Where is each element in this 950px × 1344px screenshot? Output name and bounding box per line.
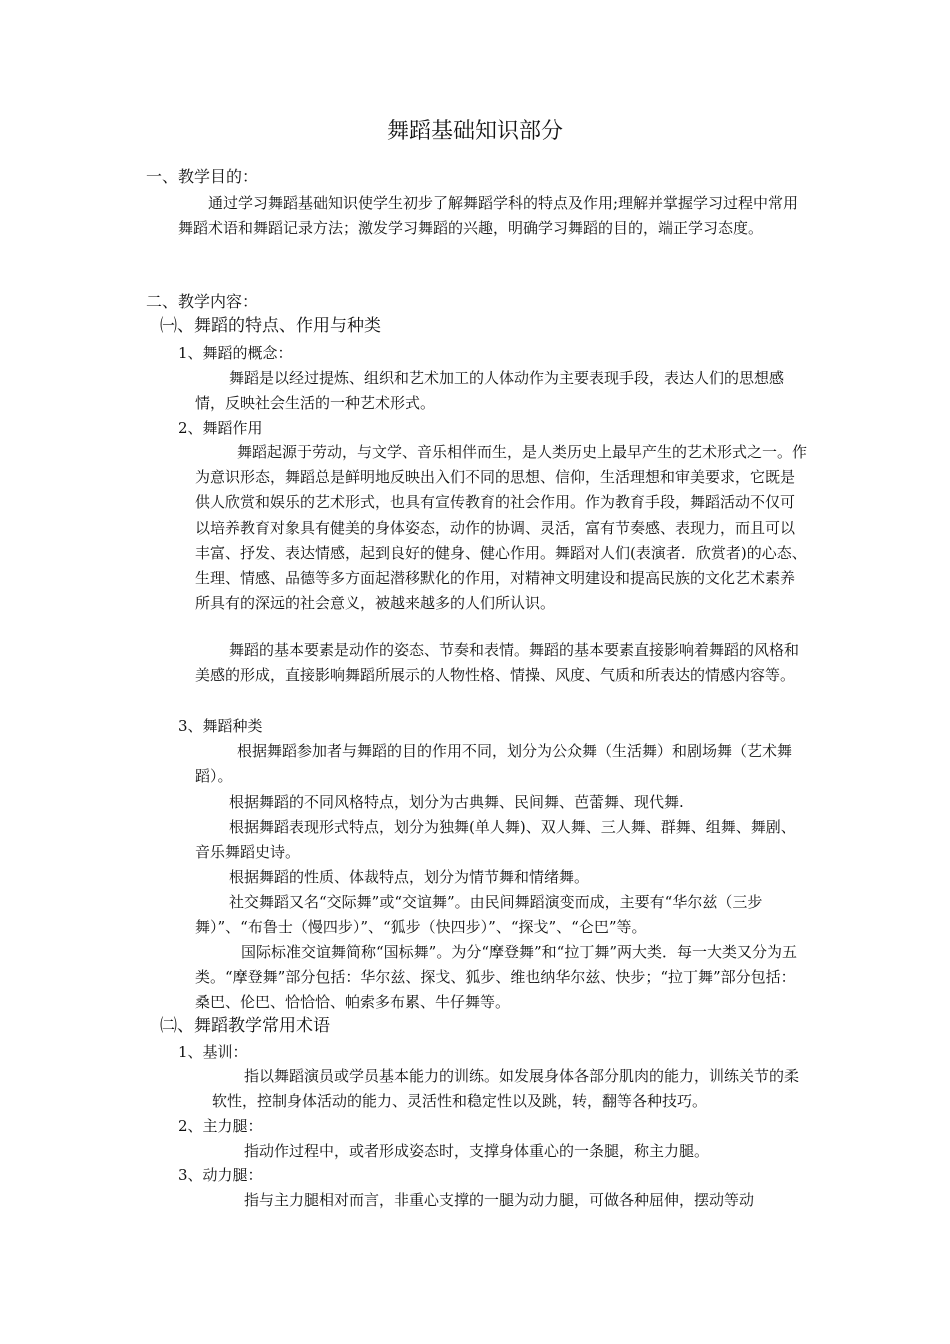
item-3-paragraph-2: 根据舞蹈的不同风格特点，划分为古典舞、民间舞、芭蕾舞、现代舞. xyxy=(229,793,684,811)
item-2-heading: 2、舞蹈作用 xyxy=(178,419,263,437)
section-1-paragraph: 通过学习舞蹈基础知识使学生初步了解舞蹈学科的特点及作用;理解并掌握学习过程中常用舞蹈术语和舞蹈记录方法；激发学习舞蹈的兴趣，明确学习舞蹈的目的，端正学习态度。 xyxy=(178,194,799,238)
item-2-paragraph-2: 舞蹈的基本要素是动作的姿态、节奏和表情。舞蹈的基本要素直接影响着舞蹈的风格和美感的形成，直接影响舞蹈所展示的人物性格、情操、风度、气质和所表达的情感内容等。 xyxy=(195,641,800,685)
item-1-heading: 1、舞蹈的概念： xyxy=(178,344,293,362)
item-3-paragraph-3: 根据舞蹈表现形式特点，划分为独舞(单人舞)、双人舞、三人舞、群舞、组舞、舞剧、音乐舞蹈史诗。 xyxy=(195,818,796,862)
item-3-paragraph-4: 根据舞蹈的性质、体裁特点，划分为情节舞和情绪舞。 xyxy=(229,868,590,886)
term-1-paragraph: 指以舞蹈演员或学员基本能力的训练。如发展身体各部分肌肉的能力，训练关节的柔软性，控制身体活动的能力、灵活性和稳定性以及跳，转，翻等各种技巧。 xyxy=(212,1067,800,1111)
term-3-heading: 3、动力腿： xyxy=(178,1166,263,1184)
subsection-1-heading: ㈠、舞蹈的特点、作用与种类 xyxy=(160,316,381,336)
term-1-heading: 1、基训： xyxy=(178,1043,248,1061)
term-2-heading: 2、主力腿： xyxy=(178,1117,263,1135)
item-3-paragraph-6: 国际标准交谊舞简称“国标舞”。为分“摩登舞”和“拉丁舞”两大类．每一大类又分为五类。“摩登舞”部分包括：华尔兹、探戈、狐步、维也纳华尔兹、快步；“拉丁舞”部分包括：桑巴、伦巴、恰恰恰、帕索多布累、牛仔舞等。 xyxy=(195,943,798,1012)
section-2-heading: 二、教学内容： xyxy=(146,292,259,311)
item-3-heading: 3、舞蹈种类 xyxy=(178,717,263,735)
subsection-2-heading: ㈡、舞蹈教学常用术语 xyxy=(160,1016,330,1036)
term-3-paragraph: 指与主力腿相对而言，非重心支撑的一腿为动力腿，可做各种屈伸，摆动等动 xyxy=(244,1191,755,1209)
item-2-paragraph-1: 舞蹈起源于劳动，与文学、音乐相伴而生，是人类历史上最早产生的艺术形式之一。作为意识形态，舞蹈总是鲜明地反映出入们不同的思想、信仰，生活理想和审美要求，它既是供人欣赏和娱乐的艺术形式，也具有宣传教育的社会作用。作为教育手段，舞蹈活动不仅可以培养教育对象具有健美的身体姿态，动作的协调、灵活，富有节奏感、表现力，而且可以丰富、抒发、表达情感，起到良好的健身、健心作用。舞蹈对人们(表演者．欣赏者)的心态、生理、情感、品德等多方面起潜移默化的作用，对精神文明建设和提高民族的文化艺术素养所具有的深远的社会意义，被越来越多的人们所认识。 xyxy=(195,443,808,613)
item-1-paragraph: 舞蹈是以经过提炼、组织和艺术加工的人体动作为主要表现手段，表达人们的思想感情，反映社会生活的一种艺术形式。 xyxy=(195,369,785,413)
term-2-paragraph: 指动作过程中，或者形成姿态时，支撑身体重心的一条腿，称主力腿。 xyxy=(244,1142,710,1160)
document-title: 舞蹈基础知识部分 xyxy=(386,119,563,144)
item-3-paragraph-1: 根据舞蹈参加者与舞蹈的目的作用不同，划分为公众舞（生活舞）和剧场舞（艺术舞蹈）。 xyxy=(195,742,793,786)
section-1-heading: 一、教学目的： xyxy=(146,167,259,186)
item-3-paragraph-5: 社交舞蹈又名“交际舞”或“交谊舞”。由民间舞蹈演变而成，主要有“华尔兹（三步舞）”、“布鲁士（慢四步）”、“狐步（快四步）”、“探戈”、“仑巴”等。 xyxy=(195,893,763,937)
